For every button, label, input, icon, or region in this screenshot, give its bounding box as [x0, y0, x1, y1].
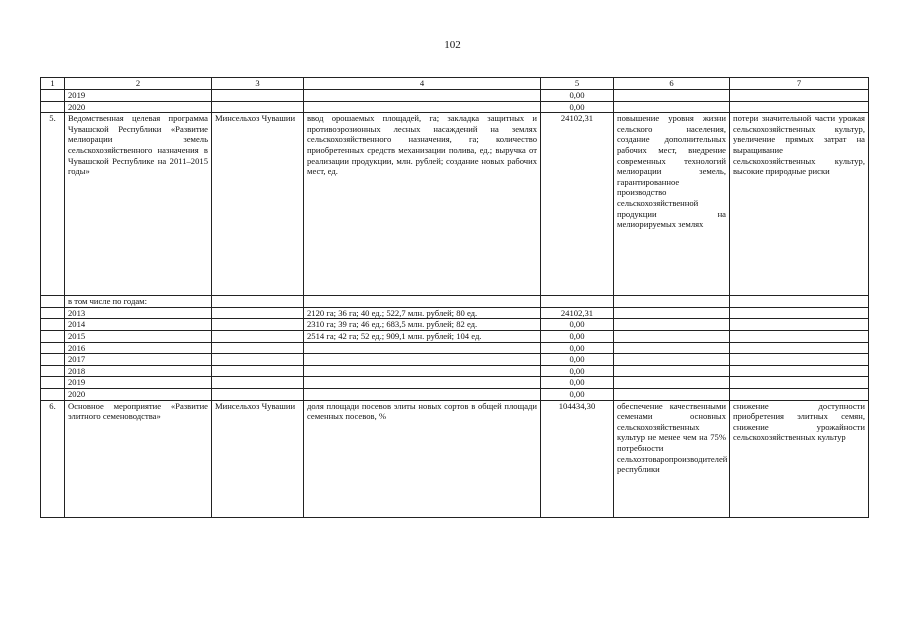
indicator-values: 2514 га; 42 га; 52 ед.; 909,1 млн. рублей; 104 ед.: [304, 330, 541, 342]
table-row: [41, 319, 869, 331]
indicators: доля площади посевов элиты новых сортов в общей площади семенных посевов, %: [304, 400, 541, 517]
value-cell: 24102,31: [541, 307, 614, 319]
value-cell: 0,00: [541, 90, 614, 102]
value-cell: 104434,30: [541, 400, 614, 517]
item-name: Основное мероприятие «Развитие элитного семеноводства»: [65, 400, 212, 517]
risks: снижение доступности приобретения элитных семян, снижение урожайности сельскохозяйственных культур: [730, 400, 869, 517]
table-row: [41, 365, 869, 377]
year-cell: 2020: [65, 388, 212, 400]
risks: потери значительной части урожая сельскохозяйственных культур, увеличение прямых затрат на выращивание сельскохозяйственных культур, высокие природные риски: [730, 113, 869, 296]
item-name: Ведомственная целевая программа Чувашской Республики «Развитие мелиорации земель сельскохозяйственного назначения в Чувашской Республике на 2011–2015 годы»: [65, 113, 212, 296]
header-cell: 6: [614, 78, 730, 90]
value-cell: 0,00: [541, 101, 614, 113]
executor: Минсельхоз Чувашии: [212, 400, 304, 517]
header-cell: 5: [541, 78, 614, 90]
table-row: [41, 307, 869, 319]
value-cell: 0,00: [541, 377, 614, 389]
year-cell: 2014: [65, 319, 212, 331]
item-number: 6.: [41, 400, 65, 517]
indicators: ввод орошаемых площадей, га; закладка защитных и противоэрозионных лесных насаждений на землях сельскохозяйственного назначения, га; количество приобретенных средств механизации полива, ед.; выручка от реализации продукции, млн. рублей; создание новых рабочих мест, ед.: [304, 113, 541, 296]
year-cell: 2019: [65, 90, 212, 102]
value-cell: 0,00: [541, 342, 614, 354]
year-cell: 2017: [65, 354, 212, 366]
header-cell: 4: [304, 78, 541, 90]
header-cell: 2: [65, 78, 212, 90]
table-row: [41, 388, 869, 400]
year-cell: 2015: [65, 330, 212, 342]
table-row: [41, 296, 869, 308]
year-cell: 2018: [65, 365, 212, 377]
item-row-6: [41, 400, 869, 517]
expected-result: обеспечение качественными семенами основных сельскохозяйственных культур не менее чем на 75% потребности сельхозтоваропроизводителей республики: [614, 400, 730, 517]
header-row: [41, 78, 869, 90]
table-row: [41, 90, 869, 102]
year-cell: 2013: [65, 307, 212, 319]
table-row: [41, 354, 869, 366]
table-row: [41, 377, 869, 389]
item-number: 5.: [41, 113, 65, 296]
header-cell: 7: [730, 78, 869, 90]
value-cell: 0,00: [541, 354, 614, 366]
year-cell: 2020: [65, 101, 212, 113]
table-row: [41, 101, 869, 113]
page-number: 102: [444, 39, 461, 51]
item-row-5: [41, 113, 869, 296]
year-cell: 2016: [65, 342, 212, 354]
indicator-values: 2310 га; 39 га; 46 ед.; 683,5 млн. рублей; 82 ед.: [304, 319, 541, 331]
program-table: [40, 77, 869, 518]
value-cell: 0,00: [541, 388, 614, 400]
table-row: [41, 342, 869, 354]
year-cell: 2019: [65, 377, 212, 389]
value-cell: 24102,31: [541, 113, 614, 296]
by-years-label: в том числе по годам:: [65, 296, 212, 308]
value-cell: 0,00: [541, 365, 614, 377]
executor: Минсельхоз Чувашии: [212, 113, 304, 296]
indicator-values: 2120 га; 36 га; 40 ед.; 522,7 млн. рублей; 80 ед.: [304, 307, 541, 319]
value-cell: 0,00: [541, 330, 614, 342]
expected-result: повышение уровня жизни сельского населения, создание дополнительных рабочих мест, внедрение современных технологий мелиорации земель, гарантированное производство сельскохозяйственной продукции на мелиорируемых землях: [614, 113, 730, 296]
header-cell: 3: [212, 78, 304, 90]
table-row: [41, 330, 869, 342]
value-cell: 0,00: [541, 319, 614, 331]
header-cell: 1: [41, 78, 65, 90]
